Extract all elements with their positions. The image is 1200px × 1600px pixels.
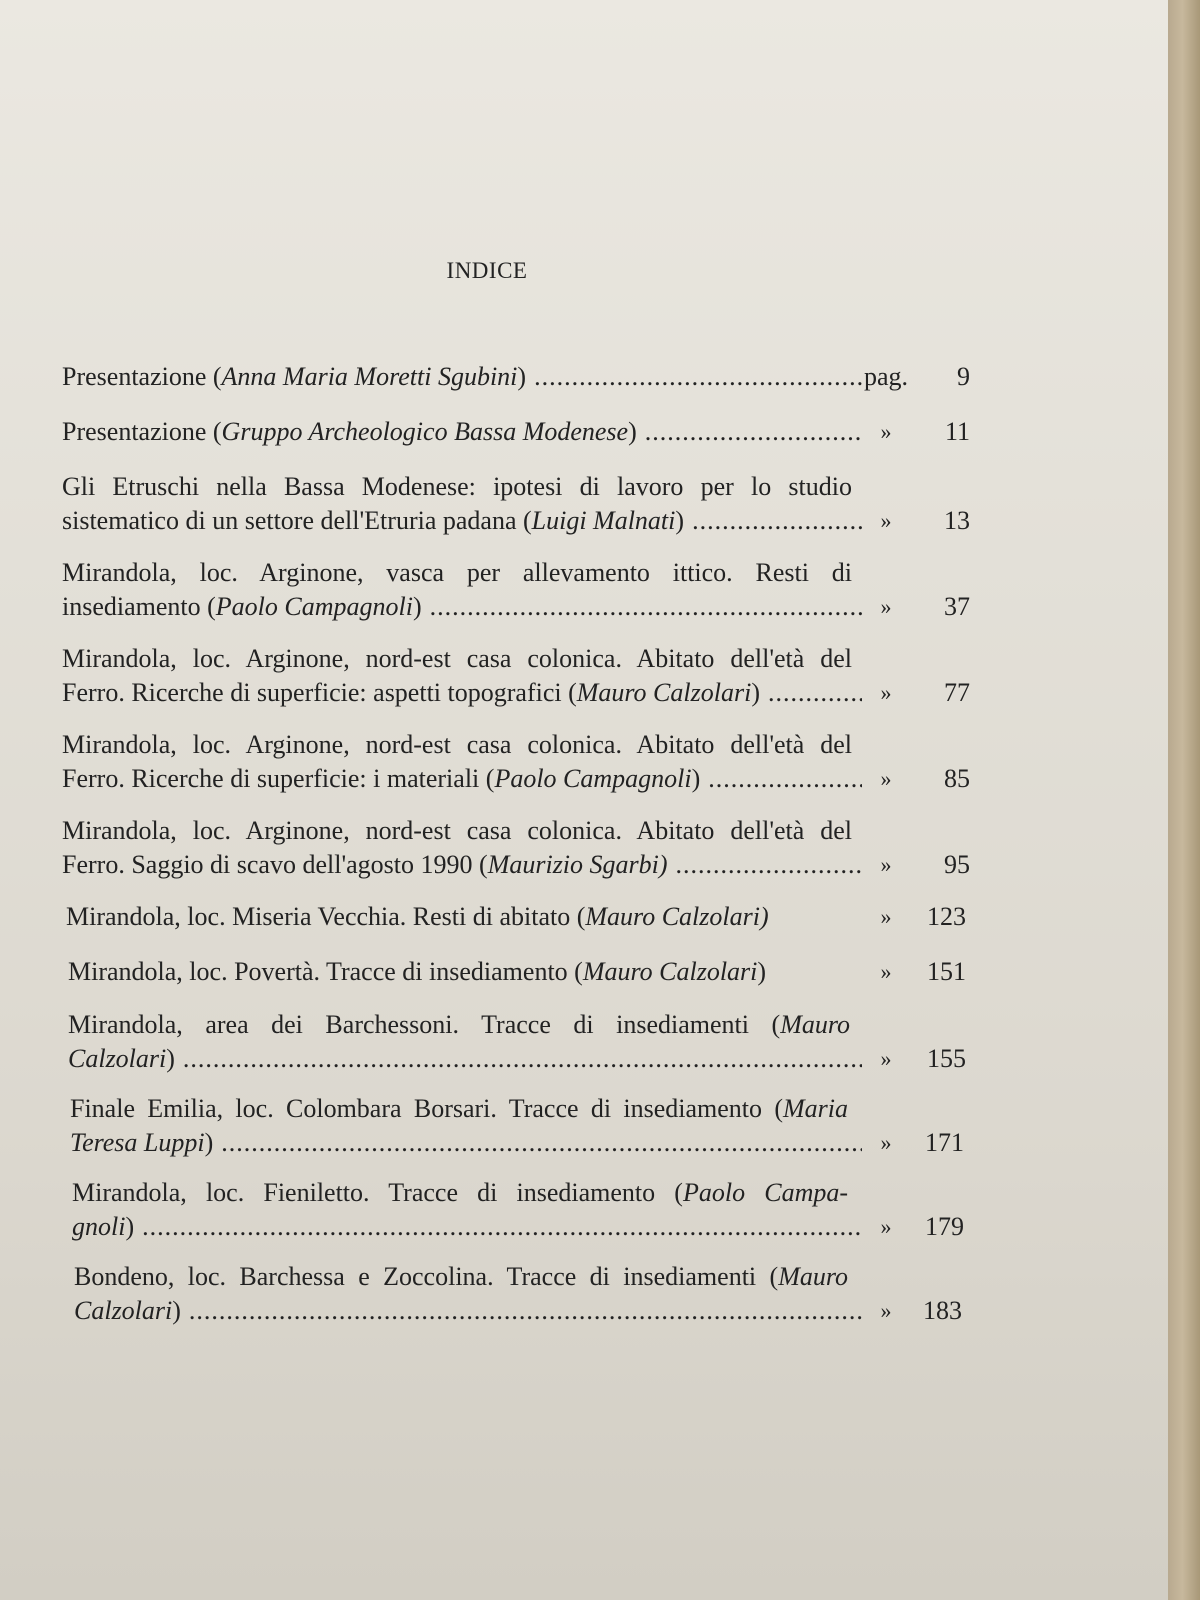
- entry-author: Mauro Calzolari): [585, 902, 769, 931]
- toc-entry: [62, 470, 980, 538]
- page-number: 155: [927, 1044, 966, 1073]
- entry-author: Calzolari: [68, 1044, 167, 1073]
- entry-text: Mirandola, loc. Arginone, nord-est casa colonica. Abitato dell'età del: [62, 644, 852, 673]
- toc-entry: [62, 556, 980, 624]
- toc-entry: [62, 415, 980, 449]
- entry-author: Calzolari: [74, 1296, 173, 1325]
- ditto-mark: »: [880, 766, 892, 791]
- page-number: 151: [927, 957, 966, 986]
- entry-author: Mauro: [778, 1262, 848, 1291]
- entry-text: Mirandola, loc. Fieniletto. Tracce di insediamento (: [72, 1178, 683, 1207]
- leader-dots: [676, 848, 862, 882]
- page-number: 9: [957, 362, 970, 391]
- entry-close: ): [751, 678, 760, 707]
- page-edge: [1168, 0, 1200, 1600]
- ditto-mark: »: [880, 680, 892, 705]
- entry-text: Mirandola, loc. Arginone, vasca per allevamento ittico. Resti di: [62, 558, 852, 587]
- page-number: 77: [944, 678, 970, 707]
- leader-dots: [534, 360, 862, 394]
- leader-dots: [189, 1294, 862, 1328]
- ditto-mark: »: [880, 852, 892, 877]
- toc-entry: [74, 1260, 992, 1328]
- ditto-mark: »: [880, 904, 892, 929]
- entry-author: Gruppo Archeologico Bassa Modenese: [221, 417, 629, 446]
- entry-text: Mirandola, loc. Arginone, nord-est casa colonica. Abitato dell'età del: [62, 730, 852, 759]
- entry-author: Mauro Calzolari: [576, 678, 752, 707]
- page-number: 123: [927, 902, 966, 931]
- toc-entry: [62, 642, 980, 710]
- entry-text: Bondeno, loc. Barchessa e Zoccolina. Tracce di insediamenti (: [74, 1262, 779, 1291]
- ditto-mark: »: [880, 959, 892, 984]
- index-title: INDICE: [446, 258, 528, 283]
- entry-text: Mirandola, loc. Povertà. Tracce di insediamento (: [68, 957, 583, 986]
- page-number: 179: [925, 1212, 964, 1241]
- leader-dots: [708, 762, 862, 796]
- entry-text: insediamento (: [62, 592, 216, 621]
- page-number: 11: [944, 417, 970, 446]
- leader-dots: [645, 415, 862, 449]
- entry-close: ): [204, 1128, 214, 1157]
- page-number: 13: [944, 506, 970, 535]
- ditto-mark: »: [880, 1130, 892, 1155]
- entry-close: ): [166, 1044, 175, 1073]
- entry-text: Presentazione (: [62, 417, 222, 446]
- entry-author: Maria: [783, 1094, 848, 1123]
- entry-close: ): [628, 417, 637, 446]
- entry-author: Teresa Luppi: [70, 1128, 205, 1157]
- ditto-mark: »: [880, 594, 892, 619]
- entry-text: Finale Emilia, loc. Colombara Borsari. Tracce di insediamento (: [70, 1094, 783, 1123]
- page-number: 37: [944, 592, 970, 621]
- leader-dots: [221, 1126, 862, 1160]
- entry-text: Mirandola, loc. Miseria Vecchia. Resti di abitato (: [66, 902, 586, 931]
- entry-author: Anna Maria Moretti Sgubini: [221, 362, 518, 391]
- entry-close: ): [757, 957, 767, 986]
- entry-author: Luigi Malnati: [531, 506, 676, 535]
- page-number: 85: [944, 764, 970, 793]
- entry-close: ): [675, 506, 685, 535]
- toc-entry: [72, 1176, 990, 1244]
- toc-entry: [66, 900, 984, 934]
- entry-text: Ferro. Ricerche di superficie: aspetti topografici (: [62, 678, 577, 707]
- page-number: 171: [925, 1128, 964, 1157]
- entry-author: Mauro: [780, 1010, 850, 1039]
- entry-close: ): [172, 1296, 181, 1325]
- entry-text: Ferro. Ricerche di superficie: i materiali (: [62, 764, 495, 793]
- entry-close: ): [125, 1212, 135, 1241]
- page-number: 95: [944, 850, 970, 879]
- toc-entry: [62, 360, 980, 394]
- entry-author: Paolo Campagnoli: [494, 764, 692, 793]
- ditto-mark: »: [880, 1298, 892, 1323]
- entry-author: Paolo Campa-: [682, 1178, 849, 1207]
- toc-entry: [68, 1008, 986, 1076]
- leader-dots: [768, 676, 862, 710]
- entry-text: Mirandola, area dei Barchessoni. Tracce di insediamenti (: [68, 1010, 781, 1039]
- ditto-mark: »: [880, 419, 892, 444]
- toc-entry: [68, 955, 986, 989]
- entry-close: ): [412, 592, 422, 621]
- ditto-mark: »: [880, 1214, 892, 1239]
- toc-entry: [70, 1092, 988, 1160]
- page-label: pag.: [863, 362, 909, 391]
- ditto-mark: »: [880, 1046, 892, 1071]
- leader-dots: [142, 1210, 862, 1244]
- entry-text: Ferro. Saggio di scavo dell'agosto 1990 (: [62, 850, 488, 879]
- ditto-mark: »: [880, 508, 892, 533]
- entry-close: ): [691, 764, 701, 793]
- entry-author: Paolo Campagnoli: [215, 592, 413, 621]
- toc-entry: [62, 728, 980, 796]
- leader-dots: [430, 590, 862, 624]
- entry-author: Mauro Calzolari: [582, 957, 758, 986]
- entry-close: ): [517, 362, 527, 391]
- toc-entry: [62, 814, 980, 882]
- page-number: 183: [923, 1296, 962, 1325]
- leader-dots: [692, 504, 862, 538]
- entry-text: sistematico di un settore dell'Etruria padana (: [62, 506, 532, 535]
- entry-author: gnoli: [72, 1212, 126, 1241]
- leader-dots: [183, 1042, 862, 1076]
- entry-text: Mirandola, loc. Arginone, nord-est casa colonica. Abitato dell'età del: [62, 816, 852, 845]
- entry-text: Gli Etruschi nella Bassa Modenese: ipotesi di lavoro per lo studio: [62, 472, 852, 501]
- entry-author: Maurizio Sgarbi): [487, 850, 668, 879]
- entry-text: Presentazione (: [62, 362, 222, 391]
